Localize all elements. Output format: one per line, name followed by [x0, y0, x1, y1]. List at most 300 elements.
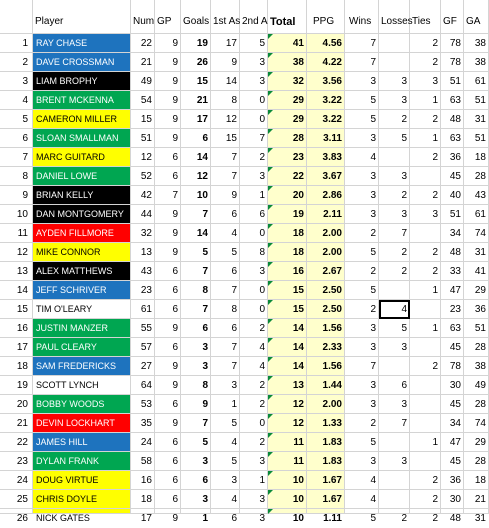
num-cell[interactable]: 16 — [131, 471, 155, 490]
second-assists-cell[interactable]: 3 — [240, 490, 268, 509]
losses-cell[interactable]: 2 — [379, 243, 410, 262]
goals-cell[interactable]: 9 — [181, 395, 211, 414]
ga-cell[interactable]: 38 — [464, 34, 489, 53]
ties-cell[interactable]: 2 — [410, 148, 441, 167]
first-assists-cell[interactable]: 6 — [211, 205, 240, 224]
losses-cell[interactable] — [379, 53, 410, 72]
gf-cell[interactable]: 33 — [441, 262, 464, 281]
num-cell[interactable]: 27 — [131, 357, 155, 376]
gf-cell[interactable]: 78 — [441, 357, 464, 376]
ppg-cell[interactable]: 1.44 — [307, 376, 345, 395]
goals-cell[interactable]: 7 — [181, 262, 211, 281]
header-first-assists[interactable]: 1st As — [211, 0, 240, 34]
num-cell[interactable]: 43 — [131, 262, 155, 281]
ties-cell[interactable] — [410, 452, 441, 471]
first-assists-cell[interactable]: 3 — [211, 376, 240, 395]
total-cell[interactable] — [268, 224, 307, 243]
total-cell[interactable] — [268, 205, 307, 224]
num-cell[interactable]: 35 — [131, 414, 155, 433]
gf-cell[interactable]: 48 — [441, 110, 464, 129]
ties-cell[interactable]: 2 — [410, 490, 441, 509]
wins-cell[interactable]: 5 — [345, 433, 379, 452]
num-cell[interactable]: 12 — [131, 148, 155, 167]
ties-cell[interactable]: 1 — [410, 91, 441, 110]
gp-cell[interactable]: 6 — [155, 490, 181, 509]
gp-cell[interactable]: 9 — [155, 129, 181, 148]
player-cell[interactable]: NICK GATES — [33, 509, 131, 514]
losses-cell[interactable]: 5 — [379, 319, 410, 338]
ppg-cell[interactable]: 2.50 — [307, 300, 345, 319]
ties-cell[interactable] — [410, 338, 441, 357]
first-assists-cell[interactable]: 9 — [211, 53, 240, 72]
losses-cell[interactable]: 4 — [379, 300, 410, 319]
gf-cell[interactable]: 23 — [441, 300, 464, 319]
total-cell[interactable] — [268, 129, 307, 148]
row-number[interactable]: 7 — [0, 148, 33, 167]
goals-cell[interactable]: 8 — [181, 281, 211, 300]
gp-cell[interactable]: 9 — [155, 376, 181, 395]
first-assists-cell[interactable]: 9 — [211, 186, 240, 205]
row-number[interactable]: 25 — [0, 490, 33, 509]
gp-cell[interactable]: 6 — [155, 395, 181, 414]
wins-cell[interactable]: 5 — [345, 281, 379, 300]
goals-cell[interactable]: 3 — [181, 452, 211, 471]
second-assists-cell[interactable]: 2 — [240, 395, 268, 414]
goals-cell[interactable]: 5 — [181, 243, 211, 262]
second-assists-cell[interactable]: 0 — [240, 91, 268, 110]
losses-cell[interactable]: 3 — [379, 72, 410, 91]
num-cell[interactable]: 22 — [131, 34, 155, 53]
row-number[interactable]: 13 — [0, 262, 33, 281]
player-cell[interactable]: RAY CHASE — [33, 34, 131, 53]
wins-cell[interactable]: 5 — [345, 509, 379, 514]
ppg-cell[interactable]: 4.22 — [307, 53, 345, 72]
player-cell[interactable]: BOBBY WOODS — [33, 395, 131, 414]
row-number[interactable]: 16 — [0, 319, 33, 338]
player-cell[interactable]: CHRIS DOYLE — [33, 490, 131, 509]
num-cell[interactable]: 42 — [131, 186, 155, 205]
total-cell[interactable] — [268, 167, 307, 186]
header-goals[interactable]: Goals — [181, 0, 211, 34]
ga-cell[interactable]: 38 — [464, 53, 489, 72]
gp-cell[interactable]: 9 — [155, 509, 181, 514]
num-cell[interactable]: 57 — [131, 338, 155, 357]
row-number[interactable]: 8 — [0, 167, 33, 186]
ties-cell[interactable]: 2 — [410, 53, 441, 72]
ppg-cell[interactable]: 3.22 — [307, 91, 345, 110]
losses-cell[interactable] — [379, 433, 410, 452]
wins-cell[interactable]: 3 — [345, 319, 379, 338]
goals-cell[interactable]: 17 — [181, 110, 211, 129]
player-cell[interactable]: DYLAN FRANK — [33, 452, 131, 471]
ties-cell[interactable] — [410, 300, 441, 319]
header-total[interactable]: Total — [268, 0, 307, 34]
ga-cell[interactable]: 29 — [464, 433, 489, 452]
first-assists-cell[interactable]: 17 — [211, 34, 240, 53]
ppg-cell[interactable]: 1.56 — [307, 319, 345, 338]
gf-cell[interactable]: 51 — [441, 205, 464, 224]
total-cell[interactable] — [268, 281, 307, 300]
losses-cell[interactable]: 3 — [379, 91, 410, 110]
total-cell[interactable] — [268, 148, 307, 167]
row-number[interactable]: 9 — [0, 186, 33, 205]
second-assists-cell[interactable]: 1 — [240, 186, 268, 205]
gf-cell[interactable]: 48 — [441, 509, 464, 514]
losses-cell[interactable] — [379, 357, 410, 376]
player-cell[interactable]: ALEX MATTHEWS — [33, 262, 131, 281]
header-num[interactable]: Num — [131, 0, 155, 34]
row-number[interactable]: 4 — [0, 91, 33, 110]
second-assists-cell[interactable]: 0 — [240, 224, 268, 243]
first-assists-cell[interactable]: 15 — [211, 129, 240, 148]
ga-cell[interactable]: 28 — [464, 452, 489, 471]
gf-cell[interactable]: 36 — [441, 471, 464, 490]
goals-cell[interactable]: 6 — [181, 319, 211, 338]
ga-cell[interactable]: 28 — [464, 167, 489, 186]
total-cell[interactable] — [268, 414, 307, 433]
second-assists-cell[interactable]: 8 — [240, 243, 268, 262]
wins-cell[interactable]: 4 — [345, 148, 379, 167]
gf-cell[interactable]: 63 — [441, 91, 464, 110]
gf-cell[interactable]: 63 — [441, 319, 464, 338]
first-assists-cell[interactable]: 8 — [211, 91, 240, 110]
ga-cell[interactable]: 31 — [464, 110, 489, 129]
ppg-cell[interactable]: 2.00 — [307, 395, 345, 414]
goals-cell[interactable]: 1 — [181, 509, 211, 514]
player-cell[interactable]: PAUL CLEARY — [33, 338, 131, 357]
ties-cell[interactable]: 3 — [410, 205, 441, 224]
losses-cell[interactable]: 7 — [379, 414, 410, 433]
second-assists-cell[interactable]: 0 — [240, 110, 268, 129]
first-assists-cell[interactable]: 6 — [211, 262, 240, 281]
total-cell[interactable] — [268, 300, 307, 319]
total-cell[interactable] — [268, 262, 307, 281]
gp-cell[interactable]: 9 — [155, 53, 181, 72]
row-number[interactable]: 19 — [0, 376, 33, 395]
gf-cell[interactable]: 78 — [441, 53, 464, 72]
ga-cell[interactable]: 31 — [464, 243, 489, 262]
gf-cell[interactable]: 40 — [441, 186, 464, 205]
wins-cell[interactable]: 5 — [345, 110, 379, 129]
ppg-cell[interactable]: 1.33 — [307, 414, 345, 433]
player-cell[interactable]: JEFF SCHRIVER — [33, 281, 131, 300]
total-cell[interactable] — [268, 452, 307, 471]
total-cell[interactable] — [268, 433, 307, 452]
player-cell[interactable]: DANIEL LOWE — [33, 167, 131, 186]
player-cell[interactable]: SCOTT LYNCH — [33, 376, 131, 395]
ppg-cell[interactable]: 1.67 — [307, 490, 345, 509]
losses-cell[interactable]: 3 — [379, 395, 410, 414]
ga-cell[interactable]: 49 — [464, 376, 489, 395]
ga-cell[interactable]: 61 — [464, 72, 489, 91]
ties-cell[interactable] — [410, 224, 441, 243]
num-cell[interactable]: 18 — [131, 490, 155, 509]
ga-cell[interactable]: 74 — [464, 414, 489, 433]
gp-cell[interactable]: 6 — [155, 281, 181, 300]
goals-cell[interactable]: 6 — [181, 129, 211, 148]
ties-cell[interactable]: 1 — [410, 129, 441, 148]
gp-cell[interactable]: 6 — [155, 471, 181, 490]
row-number[interactable]: 22 — [0, 433, 33, 452]
player-cell[interactable]: BRIAN KELLY — [33, 186, 131, 205]
wins-cell[interactable]: 7 — [345, 357, 379, 376]
goals-cell[interactable]: 21 — [181, 91, 211, 110]
gf-cell[interactable]: 45 — [441, 395, 464, 414]
total-cell[interactable] — [268, 243, 307, 262]
second-assists-cell[interactable]: 7 — [240, 129, 268, 148]
losses-cell[interactable]: 5 — [379, 129, 410, 148]
total-cell[interactable] — [268, 338, 307, 357]
gf-cell[interactable]: 48 — [441, 243, 464, 262]
ppg-cell[interactable]: 2.67 — [307, 262, 345, 281]
gf-cell[interactable]: 30 — [441, 376, 464, 395]
ppg-cell[interactable]: 3.56 — [307, 72, 345, 91]
ties-cell[interactable] — [410, 395, 441, 414]
ga-cell[interactable]: 18 — [464, 471, 489, 490]
goals-cell[interactable]: 19 — [181, 34, 211, 53]
total-cell[interactable] — [268, 53, 307, 72]
player-cell[interactable]: LIAM BROPHY — [33, 72, 131, 91]
player-cell[interactable]: JUSTIN MANZER — [33, 319, 131, 338]
num-cell[interactable]: 17 — [131, 509, 155, 514]
row-number[interactable]: 1 — [0, 34, 33, 53]
goals-cell[interactable]: 5 — [181, 433, 211, 452]
second-assists-cell[interactable]: 3 — [240, 53, 268, 72]
ga-cell[interactable]: 51 — [464, 319, 489, 338]
second-assists-cell[interactable]: 0 — [240, 414, 268, 433]
num-cell[interactable]: 58 — [131, 452, 155, 471]
header-losses[interactable]: Losses — [379, 0, 410, 34]
player-cell[interactable]: MARC GUITARD — [33, 148, 131, 167]
wins-cell[interactable]: 7 — [345, 34, 379, 53]
losses-cell[interactable]: 7 — [379, 224, 410, 243]
total-cell[interactable] — [268, 91, 307, 110]
ties-cell[interactable]: 1 — [410, 319, 441, 338]
wins-cell[interactable]: 2 — [345, 224, 379, 243]
first-assists-cell[interactable]: 4 — [211, 224, 240, 243]
ppg-cell[interactable]: 1.11 — [307, 509, 345, 514]
total-cell[interactable] — [268, 471, 307, 490]
wins-cell[interactable]: 5 — [345, 243, 379, 262]
ppg-cell[interactable]: 3.83 — [307, 148, 345, 167]
losses-cell[interactable] — [379, 148, 410, 167]
ties-cell[interactable] — [410, 376, 441, 395]
header-second-assists[interactable]: 2nd A — [240, 0, 268, 34]
row-number-header[interactable] — [0, 0, 33, 34]
row-number[interactable]: 17 — [0, 338, 33, 357]
ga-cell[interactable]: 38 — [464, 357, 489, 376]
wins-cell[interactable]: 3 — [345, 167, 379, 186]
first-assists-cell[interactable]: 4 — [211, 433, 240, 452]
second-assists-cell[interactable]: 3 — [240, 167, 268, 186]
total-cell[interactable] — [268, 186, 307, 205]
ppg-cell[interactable]: 1.67 — [307, 471, 345, 490]
ga-cell[interactable]: 29 — [464, 281, 489, 300]
gp-cell[interactable]: 9 — [155, 110, 181, 129]
num-cell[interactable]: 51 — [131, 129, 155, 148]
num-cell[interactable]: 15 — [131, 110, 155, 129]
total-cell[interactable] — [268, 72, 307, 91]
ga-cell[interactable]: 41 — [464, 262, 489, 281]
second-assists-cell[interactable]: 3 — [240, 509, 268, 514]
second-assists-cell[interactable]: 2 — [240, 148, 268, 167]
second-assists-cell[interactable]: 2 — [240, 433, 268, 452]
losses-cell[interactable]: 2 — [379, 186, 410, 205]
losses-cell[interactable]: 2 — [379, 509, 410, 514]
player-cell[interactable]: CAMERON MILLER — [33, 110, 131, 129]
total-cell[interactable] — [268, 376, 307, 395]
player-cell[interactable]: DAVE CROSSMAN — [33, 53, 131, 72]
second-assists-cell[interactable]: 0 — [240, 281, 268, 300]
ga-cell[interactable]: 43 — [464, 186, 489, 205]
gf-cell[interactable]: 45 — [441, 452, 464, 471]
wins-cell[interactable]: 3 — [345, 72, 379, 91]
player-cell[interactable]: SAM FREDERICKS — [33, 357, 131, 376]
second-assists-cell[interactable]: 4 — [240, 357, 268, 376]
header-wins[interactable]: Wins — [345, 0, 379, 34]
goals-cell[interactable]: 14 — [181, 224, 211, 243]
num-cell[interactable]: 52 — [131, 167, 155, 186]
goals-cell[interactable]: 3 — [181, 357, 211, 376]
ppg-cell[interactable]: 4.56 — [307, 34, 345, 53]
first-assists-cell[interactable]: 3 — [211, 471, 240, 490]
goals-cell[interactable]: 3 — [181, 490, 211, 509]
ppg-cell[interactable]: 2.00 — [307, 243, 345, 262]
ga-cell[interactable]: 28 — [464, 395, 489, 414]
gp-cell[interactable]: 9 — [155, 243, 181, 262]
gf-cell[interactable]: 63 — [441, 129, 464, 148]
ties-cell[interactable]: 2 — [410, 186, 441, 205]
total-cell[interactable] — [268, 509, 307, 524]
gf-cell[interactable]: 45 — [441, 338, 464, 357]
ppg-cell[interactable]: 1.83 — [307, 433, 345, 452]
goals-cell[interactable]: 8 — [181, 376, 211, 395]
ppg-cell[interactable]: 2.50 — [307, 281, 345, 300]
ppg-cell[interactable]: 3.11 — [307, 129, 345, 148]
first-assists-cell[interactable]: 5 — [211, 243, 240, 262]
row-number[interactable]: 26 — [0, 509, 33, 514]
num-cell[interactable]: 44 — [131, 205, 155, 224]
goals-cell[interactable]: 6 — [181, 471, 211, 490]
player-cell[interactable]: AYDEN FILLMORE — [33, 224, 131, 243]
wins-cell[interactable]: 3 — [345, 186, 379, 205]
goals-cell[interactable]: 26 — [181, 53, 211, 72]
gf-cell[interactable]: 47 — [441, 433, 464, 452]
first-assists-cell[interactable]: 6 — [211, 509, 240, 514]
ties-cell[interactable]: 2 — [410, 357, 441, 376]
gf-cell[interactable]: 51 — [441, 72, 464, 91]
second-assists-cell[interactable]: 6 — [240, 205, 268, 224]
ga-cell[interactable]: 36 — [464, 300, 489, 319]
second-assists-cell[interactable]: 2 — [240, 319, 268, 338]
losses-cell[interactable]: 3 — [379, 338, 410, 357]
row-number[interactable]: 12 — [0, 243, 33, 262]
header-gp[interactable]: GP — [155, 0, 181, 34]
losses-cell[interactable] — [379, 281, 410, 300]
first-assists-cell[interactable]: 7 — [211, 167, 240, 186]
gp-cell[interactable]: 7 — [155, 186, 181, 205]
player-cell[interactable]: SLOAN SMALLMAN — [33, 129, 131, 148]
num-cell[interactable]: 21 — [131, 53, 155, 72]
first-assists-cell[interactable]: 4 — [211, 490, 240, 509]
ga-cell[interactable]: 61 — [464, 205, 489, 224]
gp-cell[interactable]: 9 — [155, 205, 181, 224]
first-assists-cell[interactable]: 8 — [211, 300, 240, 319]
second-assists-cell[interactable]: 0 — [240, 300, 268, 319]
ppg-cell[interactable]: 3.67 — [307, 167, 345, 186]
num-cell[interactable]: 24 — [131, 433, 155, 452]
losses-cell[interactable]: 2 — [379, 262, 410, 281]
num-cell[interactable]: 23 — [131, 281, 155, 300]
gf-cell[interactable]: 78 — [441, 34, 464, 53]
player-cell[interactable]: TIM O'LEARY — [33, 300, 131, 319]
ga-cell[interactable]: 21 — [464, 490, 489, 509]
second-assists-cell[interactable]: 3 — [240, 262, 268, 281]
num-cell[interactable]: 64 — [131, 376, 155, 395]
row-number[interactable]: 11 — [0, 224, 33, 243]
num-cell[interactable]: 13 — [131, 243, 155, 262]
ppg-cell[interactable]: 1.83 — [307, 452, 345, 471]
first-assists-cell[interactable]: 7 — [211, 281, 240, 300]
row-number[interactable]: 23 — [0, 452, 33, 471]
wins-cell[interactable]: 3 — [345, 395, 379, 414]
total-cell[interactable] — [268, 34, 307, 53]
gp-cell[interactable]: 9 — [155, 319, 181, 338]
losses-cell[interactable] — [379, 490, 410, 509]
ties-cell[interactable]: 2 — [410, 471, 441, 490]
ties-cell[interactable]: 2 — [410, 110, 441, 129]
goals-cell[interactable]: 3 — [181, 338, 211, 357]
ties-cell[interactable]: 1 — [410, 281, 441, 300]
gp-cell[interactable]: 9 — [155, 357, 181, 376]
wins-cell[interactable]: 7 — [345, 53, 379, 72]
row-number[interactable]: 5 — [0, 110, 33, 129]
wins-cell[interactable]: 5 — [345, 91, 379, 110]
num-cell[interactable]: 32 — [131, 224, 155, 243]
wins-cell[interactable]: 3 — [345, 129, 379, 148]
goals-cell[interactable]: 14 — [181, 148, 211, 167]
first-assists-cell[interactable]: 5 — [211, 414, 240, 433]
losses-cell[interactable]: 2 — [379, 110, 410, 129]
losses-cell[interactable] — [379, 471, 410, 490]
first-assists-cell[interactable]: 1 — [211, 395, 240, 414]
wins-cell[interactable]: 4 — [345, 490, 379, 509]
gf-cell[interactable]: 47 — [441, 281, 464, 300]
second-assists-cell[interactable]: 2 — [240, 376, 268, 395]
gp-cell[interactable]: 6 — [155, 148, 181, 167]
ga-cell[interactable]: 31 — [464, 509, 489, 514]
ties-cell[interactable]: 3 — [410, 72, 441, 91]
ties-cell[interactable]: 1 — [410, 433, 441, 452]
ties-cell[interactable]: 2 — [410, 509, 441, 514]
total-cell[interactable] — [268, 490, 307, 509]
num-cell[interactable]: 61 — [131, 300, 155, 319]
gp-cell[interactable]: 9 — [155, 224, 181, 243]
row-number[interactable]: 21 — [0, 414, 33, 433]
ties-cell[interactable]: 2 — [410, 262, 441, 281]
losses-cell[interactable]: 3 — [379, 452, 410, 471]
wins-cell[interactable]: 3 — [345, 376, 379, 395]
num-cell[interactable]: 53 — [131, 395, 155, 414]
wins-cell[interactable]: 3 — [345, 205, 379, 224]
ga-cell[interactable]: 28 — [464, 338, 489, 357]
header-ppg[interactable]: PPG — [307, 0, 345, 34]
goals-cell[interactable]: 12 — [181, 167, 211, 186]
ga-cell[interactable]: 18 — [464, 148, 489, 167]
ga-cell[interactable]: 51 — [464, 91, 489, 110]
ppg-cell[interactable]: 1.56 — [307, 357, 345, 376]
row-number[interactable]: 2 — [0, 53, 33, 72]
